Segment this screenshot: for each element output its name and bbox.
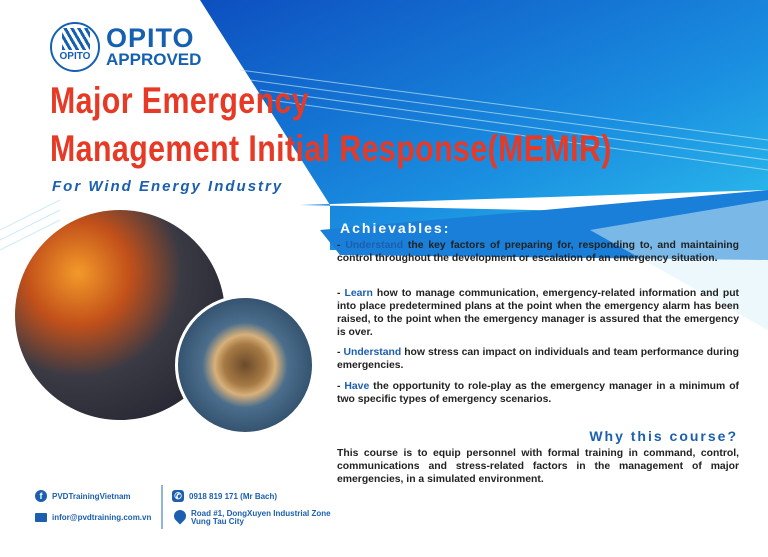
item-key: Have <box>344 381 370 392</box>
email-contact[interactable] <box>35 513 151 522</box>
logo-approved: APPROVED <box>106 50 202 69</box>
address <box>174 510 331 526</box>
phone-icon: ✆ <box>172 490 184 502</box>
achievable-item: - Understand the key factors of preparing for, responding to, and maintaining control throughout the development or escalation of an emergency situation. <box>337 240 739 264</box>
item-key: Understand <box>345 240 404 251</box>
opito-logo <box>50 22 201 72</box>
opito-badge-icon <box>50 22 100 72</box>
facebook-icon: f <box>35 490 47 502</box>
achievable-item: - Understand how stress can impact on individuals and team performance during emergencies. <box>337 347 739 371</box>
pipe-photo <box>175 295 315 435</box>
item-text: the opportunity to role-play as the emergency manager in a minimum of two specific types of emergency scenarios. <box>337 381 739 405</box>
item-text: the key factors of preparing for, responding to, and maintaining control throughout the development or escalation of an emergency situation. <box>337 240 739 264</box>
mail-icon <box>35 513 47 522</box>
divider <box>161 485 163 529</box>
badge-text: OPITO <box>59 51 91 62</box>
achievables-heading: Achievables: <box>340 220 451 236</box>
location-pin-icon <box>172 508 189 525</box>
achievable-item: - Learn how to manage communication, emergency-related information and put into place predetermined plans at the point when the emergency alarm has been raised, to the point when the emergency manager is assured that the emergency is over. <box>337 288 739 338</box>
why-text: This course is to equip personnel with formal training in command, control, communications and stress-related factors in the management of major emergencies, in a simulated environment. <box>337 448 739 485</box>
title-line2: Management Initial Response(MEMIR) <box>50 128 612 169</box>
logo-name: OPITO <box>106 23 195 53</box>
facebook-contact[interactable] <box>35 490 131 502</box>
email-text: infor@pvdtraining.com.vn <box>52 513 152 522</box>
facebook-text: PVDTrainingVietnam <box>52 491 131 501</box>
item-key: Understand <box>343 347 402 358</box>
item-text: how stress can impact on individuals and team performance during emergencies. <box>337 347 739 371</box>
subtitle: For Wind Energy Industry <box>52 178 284 195</box>
address-line1: Road #1, DongXuyen Industrial Zone <box>191 509 331 518</box>
title-line1: Major Emergency <box>50 80 310 121</box>
achievable-item: - Have the opportunity to role-play as the emergency manager in a minimum of two specific types of emergency scenarios. <box>337 381 739 405</box>
item-key: Learn <box>344 288 373 299</box>
address-line2: Vung Tau City <box>191 517 244 526</box>
phone-contact[interactable] <box>172 490 277 502</box>
phone-text: 0918 819 171 (Mr Bach) <box>189 491 278 501</box>
item-text: how to manage communication, emergency-related information and put into place predetermined plans at the point when the emergency alarm has been raised, to the point when the emergency manager is assured that the emergency is over. <box>337 288 739 338</box>
why-heading: Why this course? <box>589 428 738 444</box>
